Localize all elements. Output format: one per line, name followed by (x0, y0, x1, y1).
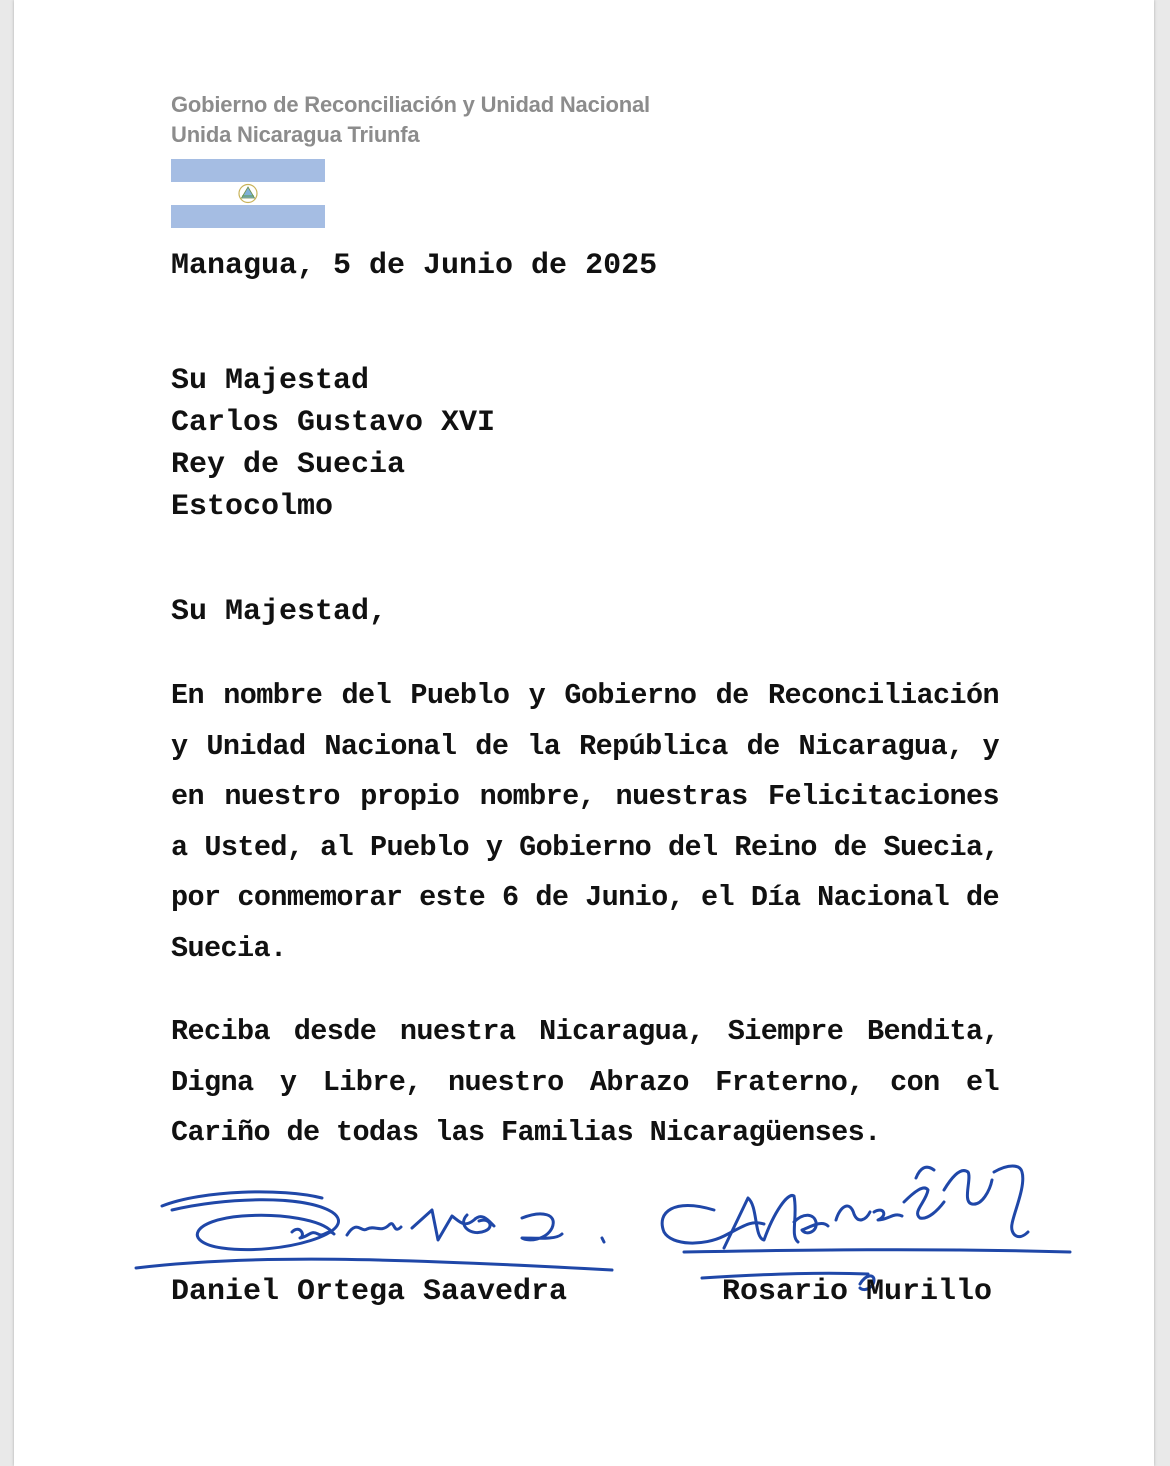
signatory-left: Daniel Ortega Saavedra (171, 1275, 568, 1309)
addressee-role: Rey de Suecia (171, 448, 406, 482)
letterhead-line-2: Unida Nicaragua Triunfa (171, 122, 420, 147)
letterhead (171, 90, 650, 150)
addressee-title: Su Majestad (171, 364, 370, 398)
addressee-block (171, 360, 495, 528)
addressee-name: Carlos Gustavo XVI (171, 406, 496, 440)
signatory-right: Rosario Murillo (722, 1275, 993, 1309)
addressee-city: Estocolmo (171, 490, 334, 524)
letter-date: Managua, 5 de Junio de 2025 (171, 249, 658, 283)
letter-page (14, 0, 1154, 1466)
nicaragua-flag-icon (171, 159, 325, 228)
signature-left-image (132, 1180, 632, 1280)
letterhead-line-1: Gobierno de Reconciliación y Unidad Nacional (171, 92, 650, 117)
body-paragraph-2: Reciba desde nuestra Nicaragua, Siempre Bendita, Digna y Libre, nuestro Abrazo Fraterno, con el Cariño de todas las Familias Nicaragüenses. (171, 1015, 999, 1149)
body-paragraph-1: En nombre del Pueblo y Gobierno de Reconciliación y Unidad Nacional de la República de Nicaragua, y en nuestro propio nombre, nuestras Felicitaciones a Usted, al Pueblo y Gobierno del Reino de Suecia, por conmemorar este 6 de Junio, el Día Nacional de Suecia. (171, 679, 999, 965)
salutation: Su Majestad, (171, 595, 388, 629)
